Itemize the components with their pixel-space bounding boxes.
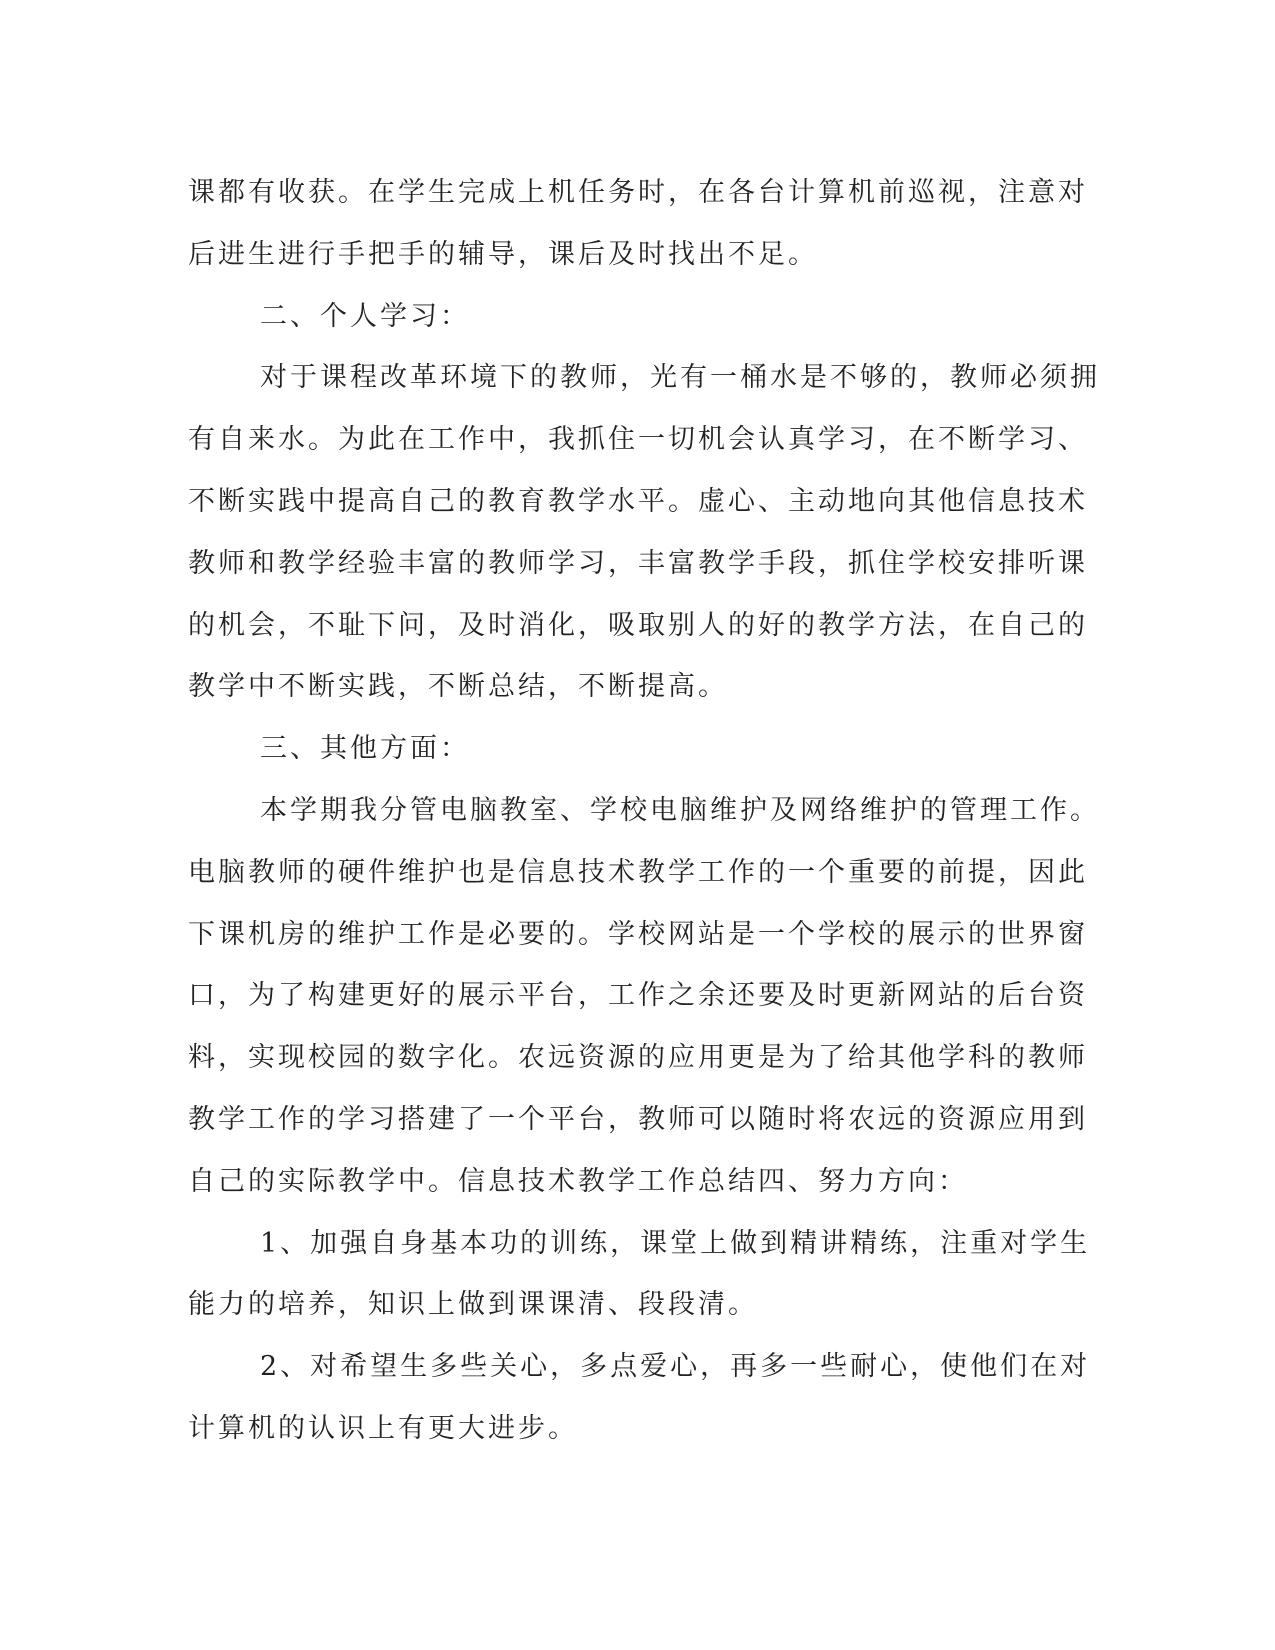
paragraph-line: 教师和教学经验丰富的教师学习，丰富教学手段，抓住学校安排听课 — [188, 547, 1088, 579]
paragraph-line: 的机会，不耻下问，及时消化，吸取别人的好的教学方法，在自己的 — [188, 609, 1088, 641]
paragraph-line: 电脑教师的硬件维护也是信息技术教学工作的一个重要的前提，因此 — [188, 856, 1088, 888]
paragraph-line: 有自来水。为此在工作中，我抓住一切机会认真学习，在不断学习、 — [188, 424, 1088, 456]
paragraph-line: 后进生进行手把手的辅导，课后及时找出不足。 — [188, 238, 818, 270]
paragraph-line: 料，实现校园的数字化。农远资源的应用更是为了给其他学科的教师 — [188, 1042, 1088, 1074]
list-item-1: 1、加强自身基本功的训练，课堂上做到精讲精练，注重对学生 — [260, 1227, 1091, 1259]
document-body — [188, 162, 1100, 1460]
paragraph-line: 不断实践中提高自己的教育教学水平。虚心、主动地向其他信息技术 — [188, 485, 1088, 517]
paragraph-line: 课都有收获。在学生完成上机任务时，在各台计算机前巡视，注意对 — [188, 177, 1088, 208]
paragraph-line: 教学工作的学习搭建了一个平台，教师可以随时将农远的资源应用到 — [188, 1103, 1088, 1135]
paragraph-line: 对于课程改革环境下的教师，光有一桶水是不够的，教师必须拥 — [260, 362, 1100, 394]
paragraph-line: 本学期我分管电脑教室、学校电脑维护及网络维护的管理工作。 — [260, 794, 1100, 826]
list-item-2-continuation: 计算机的认识上有更大进步。 — [188, 1412, 578, 1444]
section-heading-personal-study: 二、个人学习： — [260, 300, 470, 332]
list-item-1-continuation: 能力的培养，知识上做到课课清、段段清。 — [188, 1289, 758, 1321]
section-heading-other-aspects: 三、其他方面： — [260, 733, 470, 765]
list-item-2: 2、对希望生多些关心，多点爱心，再多一些耐心，使他们在对 — [260, 1351, 1091, 1383]
paragraph-line: 教学中不断实践，不断总结，不断提高。 — [188, 671, 728, 703]
paragraph-line: 自己的实际教学中。信息技术教学工作总结四、努力方向： — [188, 1165, 968, 1197]
paragraph-line: 口，为了构建更好的展示平台，工作之余还要及时更新网站的后台资 — [188, 980, 1088, 1012]
paragraph-line: 下课机房的维护工作是必要的。学校网站是一个学校的展示的世界窗 — [188, 918, 1088, 950]
